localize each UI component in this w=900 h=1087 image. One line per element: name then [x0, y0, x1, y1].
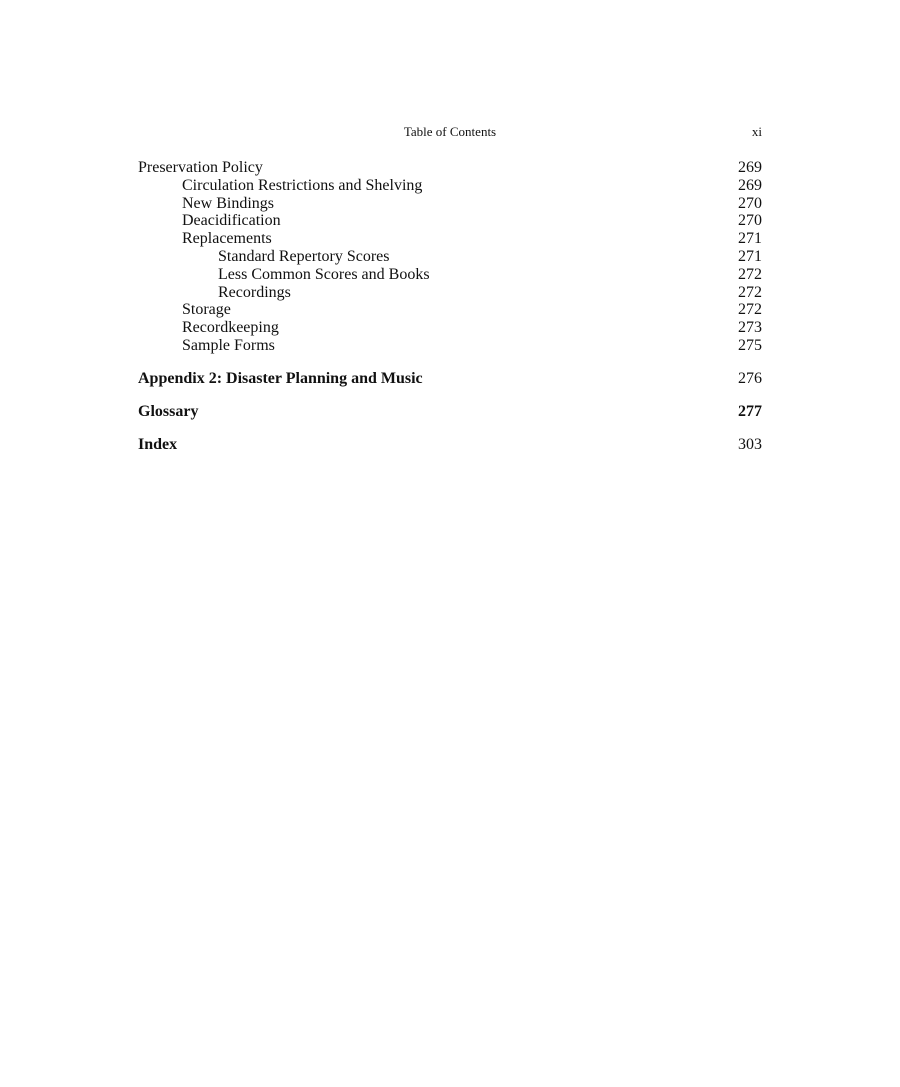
toc-entry-title: Replacements [182, 230, 272, 248]
toc-entry-page: 269 [738, 159, 762, 176]
toc-entry [138, 266, 762, 284]
toc-entry-page: 272 [738, 301, 762, 319]
toc-entry-title: Circulation Restrictions and Shelving [182, 176, 423, 194]
table-of-contents [138, 159, 762, 454]
toc-entry [138, 319, 762, 337]
toc-entry-title: New Bindings [182, 194, 274, 212]
toc-entry-title: Recordings [218, 283, 291, 301]
toc-entry [138, 337, 762, 355]
toc-major-page: 303 [738, 435, 762, 453]
toc-entry-page: 272 [738, 283, 762, 301]
toc-major-entry-glossary [138, 403, 762, 421]
toc-entry-page: 275 [738, 336, 762, 354]
toc-entry [138, 212, 762, 230]
toc-entry [138, 177, 762, 195]
toc-major-entry-appendix-2 [138, 370, 762, 388]
toc-entry-page: 273 [738, 319, 762, 337]
toc-entry-page: 272 [738, 265, 762, 283]
toc-entry [138, 248, 762, 266]
toc-entry [138, 159, 762, 177]
toc-entry [138, 284, 762, 302]
toc-entry [138, 230, 762, 248]
toc-entry [138, 301, 762, 319]
toc-entry [138, 195, 762, 213]
toc-major-page: 276 [738, 369, 762, 387]
running-head [138, 124, 762, 142]
toc-entry-page: 271 [738, 230, 762, 248]
toc-entry-title: Sample Forms [182, 336, 275, 354]
toc-major-entry-index [138, 436, 762, 454]
toc-entry-title: Storage [182, 301, 231, 319]
toc-entry-page: 269 [738, 176, 762, 194]
toc-entry-title: Standard Repertory Scores [218, 247, 390, 265]
toc-major-title: Index [138, 435, 178, 453]
toc-entry-title: Preservation Policy [138, 159, 263, 176]
toc-entry-page: 270 [738, 212, 762, 230]
page-number: xi [751, 124, 762, 139]
toc-entry-title: Less Common Scores and Books [218, 265, 430, 283]
toc-entry-page: 271 [738, 247, 762, 265]
toc-entry-title: Deacidification [182, 212, 281, 230]
toc-major-title: Glossary [138, 402, 199, 420]
toc-entry-page: 270 [738, 194, 762, 212]
running-head-title: Table of Contents [403, 124, 497, 139]
toc-major-page: 277 [738, 402, 762, 420]
toc-major-title: Appendix 2: Disaster Planning and Music [138, 369, 423, 387]
toc-entry-title: Recordkeeping [182, 319, 279, 337]
